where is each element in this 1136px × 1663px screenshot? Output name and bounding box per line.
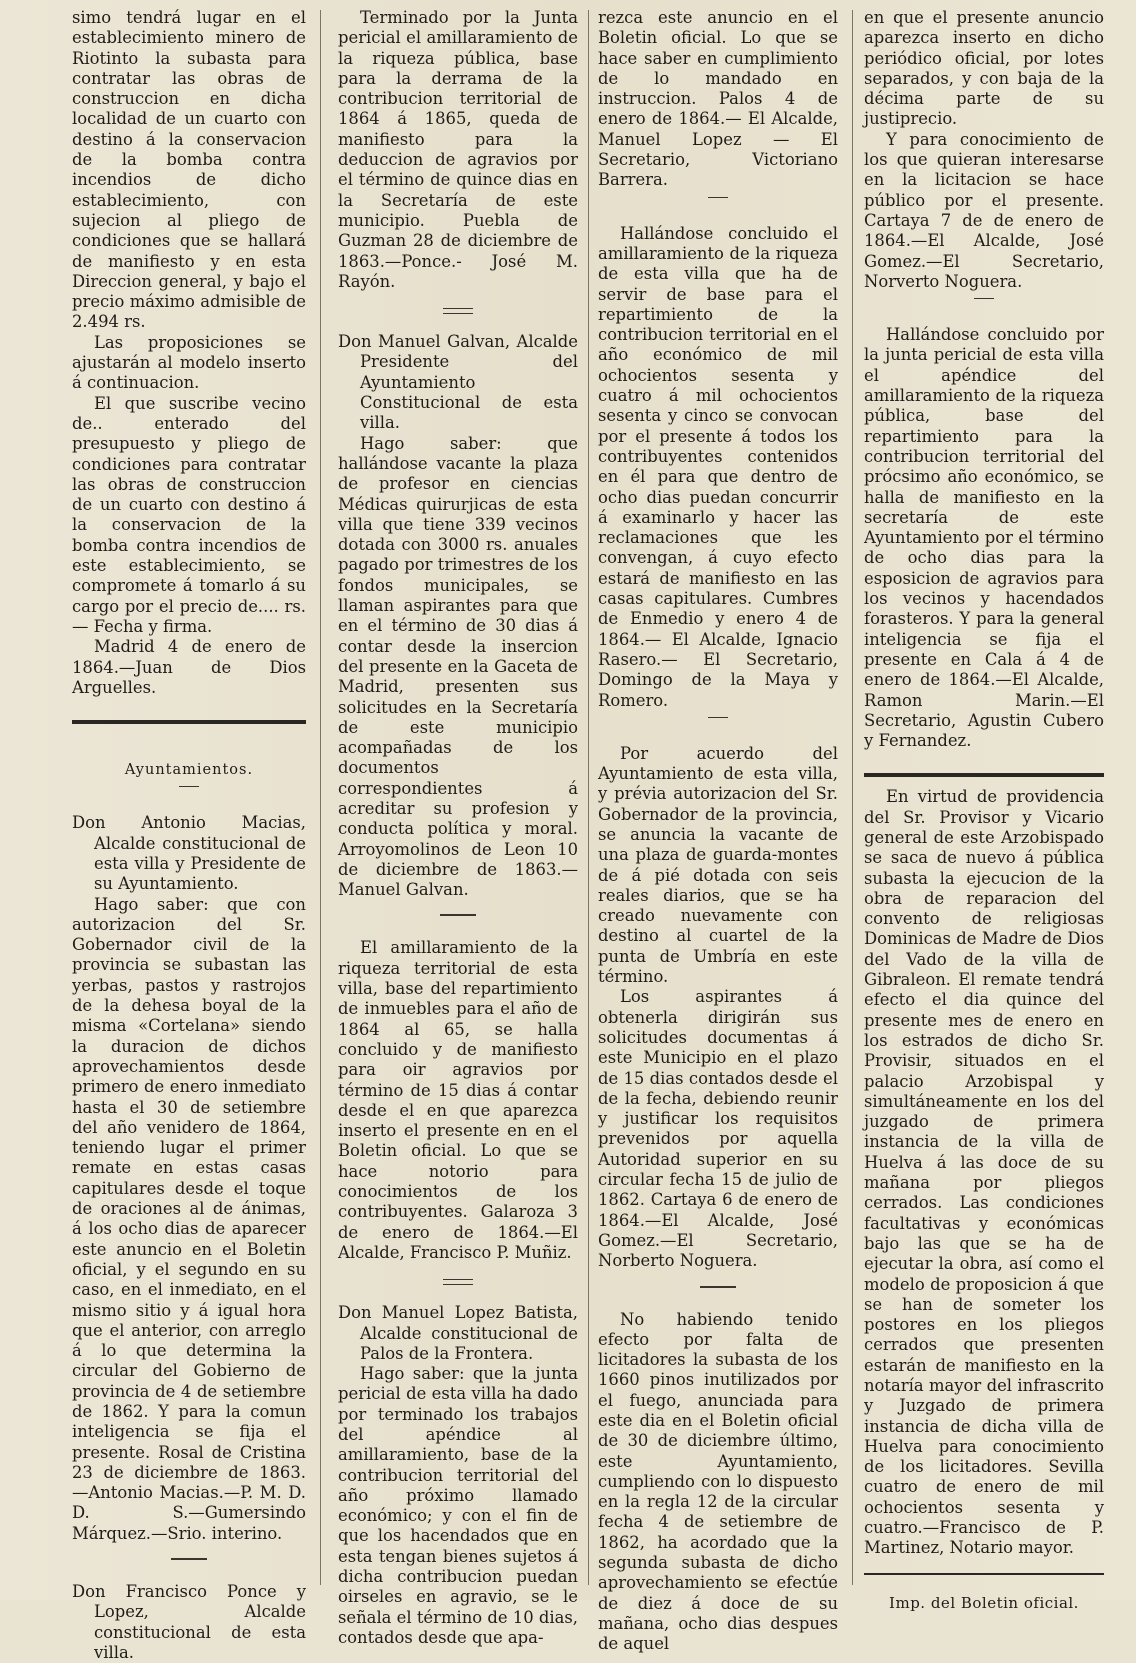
column-1 <box>72 8 306 1662</box>
separator-rule <box>440 914 476 916</box>
macias-announcement-body: Hago saber: que con autorizacion del Sr. Gobernador civil de la provincia se subastan las yerbas, pastos y rastrojos de la dehesa boyal de la misma «Cortelana» siendo la duracion de dichos aprovechamientos desde primero de enero inmediato hasta el 30 de setiembre del año venidero de 1864, teniendo lugar el primer remate en estas casas capitulares desde el toque de oraciones al de ánimas, á los ocho dias de aparecer este anuncio en el Boletin oficial, y el segundo en su caso, en el inmediato, en el mismo sitio y á igual hora que el anterior, con arreglo á lo que determina la circular del Gobierno de provincia de 4 de setiembre de 1862. Y para la comun inteligencia se fija el presente. Rosal de Cristina 23 de diciembre de 1863. —Antonio Macias.—P. M. D. D. S.—Gumersindo Márquez.—Srio. interino. <box>72 894 306 1543</box>
separator-rule <box>708 717 728 718</box>
ponce-announcement-title: Don Francisco Ponce y Lopez, Alcalde constitucional de esta villa. <box>72 1582 306 1662</box>
cartaya-guard-applicants: Los aspirantes á obtenerla dirigirán sus solicitudes documentas á este Municipio en el plazo de 15 dias contados desde el de la fecha, debiendo reunir y justificar los requisitos prevenidos por aquella Autoridad superior en su circular fecha 15 de julio de 1862. Cartaya 6 de enero de 1864.—El Alcalde, José Gomez.—El Secretario, Norberto Noguera. <box>598 987 838 1271</box>
column-2 <box>338 8 578 1647</box>
riotinto-auction-text: simo tendrá lugar en el establecimiento minero de Riotinto la subasta para contratar las obras de construccion en dicha localidad de un cuarto con destino á la conservacion de la bomba contra incendios de dicho establecimiento, con sujecion al pliego de condiciones que se hallará de manifiesto y en esta Direccion general, y bajo el precio máximo admisible de 2.494 rs. <box>72 8 306 332</box>
separator-rule <box>171 1558 207 1560</box>
proposals-note: Las proposiciones se ajustarán al modelo inserto á continuacion. <box>72 332 306 393</box>
proposal-model: El que suscribe vecino de.. enterado del presupuesto y pliego de condiciones para contratar las obras de construccion de un cuarto con destino á la conservacion de la bomba contra incendios de este establecimiento, se compromete á tomarlo á su cargo por el precio de.... rs.— Fecha y firma. <box>72 393 306 636</box>
cumbres-announcement: Hallándose concluido el amillaramiento de la riqueza de esta villa que ha de servir de base para el repartimiento de la contribucion territorial en el año económico de mil ochocientos sesenta y cuatro á mil ochocientos sesenta y cinco se convocan por el presente á todos los contribuyentes contenidos en él para que dentro de ocho dias puedan concurrir á examinarlo y hacer las reclamaciones que les convengan, á cuyo efecto estará de manifiesto en las casas capitulares. Cumbres de Enmedio y enero 4 de 1864.— El Alcalde, Ignacio Rasero.— El Secretario, Domingo de la Maya y Romero. <box>598 223 838 710</box>
palos-announcement-continued: rezca este anuncio en el Boletin oficial. Lo que se hace saber en cumplimiento de lo mandado en instruccion. Palos 4 de enero de 1864.— El Alcalde, Manuel Lopez — El Secretario, Victoriano Barrera. <box>598 8 838 190</box>
gibraleon-convent-auction: En virtud de providencia del Sr. Provisor y Vicario general de este Arzobispado se saca de nuevo á pública subasta la ejecucion de la obra de reparacion del convento de religiosas Dominicas de Madre de Dios del Vado de la villa de Gibraleon. El remate tendrá efecto el dia quince del presente mes de enero en los estrados de dicho Sr. Provisir, situados en el palacio Arzobispal y simultáneamente en los del juzgado de primera instancia de la villa de Huelva á las doce de su mañana por pliegos cerrados. Las condiciones facultativas y económicas bajo las que se ha de ejecutar la obra, así como el modelo de proposicion á que se han de someter los postores en los pliegos cerrados que presenten estarán de manifiesto en la notaría mayor del infrascrito y Juzgado de primera instancia de dicha villa de Huelva para conocimiento de los licitadores. Sevilla cuatro de enero de mil ochocientos sesenta y cuatro.—Francisco de P. Martinez, Notario mayor. <box>864 787 1104 1558</box>
cartaya-guard-vacancy: Por acuerdo del Ayuntamiento de esta villa, y prévia autorizacion del Sr. Gobernador de la provincia, se anuncia la vacante de una plaza de guarda-montes de á pié dotada con seis reales diarios, que se ha creado nuevamente con destino al cuartel de la punta de Umbría en este término. <box>598 743 838 987</box>
separator-rule <box>708 197 728 198</box>
column-4 <box>864 8 1104 1612</box>
section-rule <box>72 720 306 724</box>
cala-announcement: Hallándose concluido por la junta pericial de esta villa el apéndice del amillaramiento de la riqueza pública, base del repartimiento para la contribucion territorial del prócsimo año económico, se halla de manifiesto en la secretaría de este Ayuntamiento por el término de ocho dias para la esposicion de agravios para los vecinos y hacendados forasteros. Y para la general inteligencia se fija el presente en Cala á 4 de enero de 1864.—El Alcalde, Ramon Marin.—El Secretario, Agustin Cubero y Fernandez. <box>864 325 1104 751</box>
galvan-announcement-title: Don Manuel Galvan, Alcalde Presidente del Ayuntamiento Constitucional de esta villa. <box>338 332 578 433</box>
column-divider <box>852 10 853 1585</box>
column-divider <box>588 10 589 1585</box>
section-rule <box>864 1573 1104 1575</box>
cartaya-signature: Y para conocimiento de los que quieran interesarse en la licitacion se hace público por el presente. Cartaya 7 de de enero de 1864.—El Alcalde, José Gomez.—El Secretario, Norverto Noguera. <box>864 129 1104 291</box>
lopez-batista-announcement-title: Don Manuel Lopez Batista, Alcalde constitucional de Palos de la Frontera. <box>338 1303 578 1363</box>
separator-rule <box>974 298 994 299</box>
section-heading-ayuntamientos: Ayuntamientos. <box>124 762 254 779</box>
pine-auction-announcement: No habiendo tenido efecto por falta de licitadores la subasta de los 1660 pinos inutilizados por el fuego, anunciada para este dia en el Boletin oficial de 30 de diciembre último, este Ayuntamiento, cumpliendo con lo dispuesto en la regla 12 de la circular fecha 4 de setiembre de 1862, ha acordado que la segunda subasta de dicho aprovechamiento se efectúe de diez á doce de su mañana, ocho dias despues de aquel <box>598 1309 838 1654</box>
section-rule <box>864 773 1104 777</box>
lopez-batista-announcement-body: Hago saber: que la junta pericial de esta villa ha dado por terminado los trabajos del apéndice al amillaramiento, base de la contribucion territorial del año próximo llamado económico; y con el fin de que los hacendados que en esta tengan bienes sujetos á dicha contribucion puedan oirseles en agravio, se le señala el término de 10 dias, contados desde que apa- <box>338 1364 578 1647</box>
separator-rule <box>443 1279 473 1285</box>
galvan-announcement-body: Hago saber: que hallándose vacante la plaza de profesor en ciencias Médicas quirurjicas de esta villa que tiene 339 vecinos dotada con 3000 rs. anuales pagado por trimestres de los fondos municipales, se llaman aspirantes para que en el término de 30 dias á contar desde la insercion del presente en la Gaceta de Madrid, presenten sus solicitudes en la Secretaría de este municipio acompañadas de los documentos correspondientes á acreditar su profesion y conducta política y moral. Arroyomolinos de Leon 10 de diciembre de 1863.—Manuel Galvan. <box>338 433 578 900</box>
puebla-announcement: Terminado por la Junta pericial el amillaramiento de la riqueza pública, base para la derrama de la contribucion territorial de 1864 á 1865, queda de manifiesto para la deduccion de agravios por el término de quince dias en la Secretaría de este municipio. Puebla de Guzman 28 de diciembre de 1863.—Ponce.- José M. Rayón. <box>338 8 578 291</box>
pine-auction-continued: en que el presente anuncio aparezca inserto en dicho periódico oficial, por lotes separados, y con baja de la décima parte de su justiprecio. <box>864 8 1104 129</box>
madrid-signature: Madrid 4 de enero de 1864.—Juan de Dios Arguelles. <box>72 637 306 697</box>
imprint-line: Imp. del Boletin oficial. <box>889 1593 1079 1612</box>
column-divider <box>320 10 321 1585</box>
separator-rule <box>443 308 473 314</box>
column-3 <box>598 8 838 1654</box>
separator-rule <box>700 1286 736 1288</box>
heading-rule <box>179 786 199 787</box>
galaroza-announcement: El amillaramiento de la riqueza territorial de esta villa, base del repartimiento de inmuebles para el año de 1864 al 65, se halla concluido y de manifiesto para oir agravios por término de 15 dias á contar desde el en que aparezca inserto el presente en en el Boletin oficial. Lo que se hace notorio para conocimientos de los contribuyentes. Galaroza 3 de enero de 1864.—El Alcalde, Francisco P. Muñiz. <box>338 938 578 1262</box>
macias-announcement-title: Don Antonio Macias, Alcalde constitucional de esta villa y Presidente de su Ayuntamiento. <box>72 813 306 894</box>
